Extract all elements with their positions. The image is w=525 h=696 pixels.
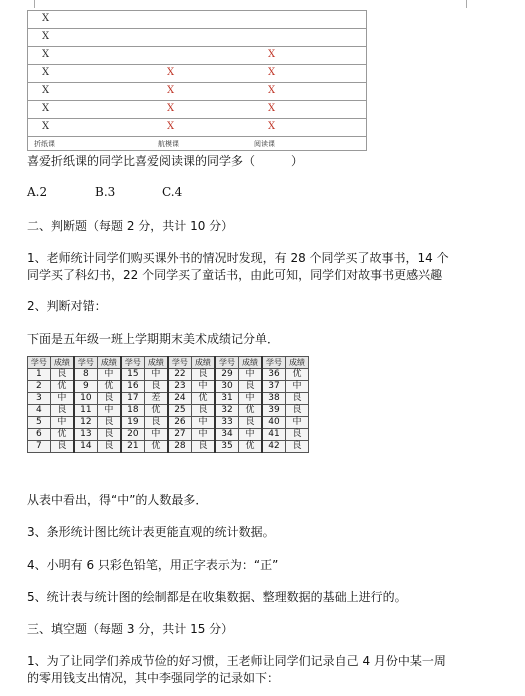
grade-cell: 差 — [144, 393, 168, 405]
tally-row-cell — [28, 47, 367, 65]
fill-q1-line2: 的零用钱支出情况，其中李强同学的记录如下： — [27, 671, 280, 685]
tally-row — [28, 65, 367, 83]
option-a: A.2 — [27, 185, 48, 199]
tally-row-cell — [28, 101, 367, 119]
score-table-row — [28, 429, 309, 441]
score-header-cell: 学号 — [28, 357, 51, 369]
student-number-cell: 9 — [74, 381, 98, 393]
grade-cell: 中 — [191, 429, 215, 441]
judge-q2: 2、判断对错： — [27, 299, 107, 313]
score-table-row — [28, 393, 309, 405]
score-header-cell: 成绩 — [191, 357, 215, 369]
tally-chart — [27, 10, 367, 151]
tally-mark: X — [268, 85, 276, 96]
student-number-cell: 25 — [168, 405, 192, 417]
tally-mark: X — [167, 121, 175, 132]
tally-row — [28, 83, 367, 101]
student-number-cell: 38 — [262, 393, 286, 405]
score-table-row — [28, 381, 309, 393]
question-compare: 喜爱折纸课的同学比喜爱阅读课的同学多（ ） — [27, 154, 304, 168]
student-number-cell: 40 — [262, 417, 286, 429]
score-header-cell: 学号 — [262, 357, 286, 369]
tally-row — [28, 29, 367, 47]
tally-mark: X — [42, 67, 50, 78]
grade-cell: 良 — [286, 405, 309, 417]
student-number-cell: 37 — [262, 381, 286, 393]
student-number-cell: 17 — [121, 393, 145, 405]
grade-cell: 良 — [238, 381, 262, 393]
grade-cell: 中 — [191, 417, 215, 429]
student-number-cell: 5 — [28, 417, 51, 429]
student-number-cell: 34 — [215, 429, 239, 441]
student-number-cell: 16 — [121, 381, 145, 393]
judge-q4: 4、小明有 6 只彩色铅笔，用正字表示为：“正” — [27, 558, 279, 572]
grade-cell: 中 — [97, 405, 121, 417]
grade-cell: 良 — [238, 417, 262, 429]
student-number-cell: 42 — [262, 441, 286, 453]
grade-cell: 优 — [97, 381, 121, 393]
tally-label-row — [28, 137, 367, 151]
student-number-cell: 13 — [74, 429, 98, 441]
grade-cell: 优 — [50, 429, 74, 441]
tally-row — [28, 101, 367, 119]
grade-cell: 优 — [191, 393, 215, 405]
tally-mark: X — [268, 67, 276, 78]
grade-cell: 良 — [144, 381, 168, 393]
tally-row-cell — [28, 83, 367, 101]
corner-mark-right — [466, 0, 479, 8]
tally-row-cell — [28, 11, 367, 29]
score-header-cell: 学号 — [74, 357, 98, 369]
grade-cell: 中 — [286, 381, 309, 393]
grade-cell: 中 — [191, 381, 215, 393]
tally-mark: X — [268, 103, 276, 114]
student-number-cell: 31 — [215, 393, 239, 405]
student-number-cell: 20 — [121, 429, 145, 441]
student-number-cell: 32 — [215, 405, 239, 417]
student-number-cell: 8 — [74, 369, 98, 381]
section-3-title: 三、填空题（每题 3 分，共计 15 分） — [27, 622, 234, 636]
score-header-cell: 成绩 — [238, 357, 262, 369]
option-c: C.4 — [162, 185, 183, 199]
grade-cell: 良 — [191, 369, 215, 381]
student-number-cell: 11 — [74, 405, 98, 417]
tally-mark: X — [167, 67, 175, 78]
grade-cell: 良 — [286, 393, 309, 405]
score-header-cell: 成绩 — [97, 357, 121, 369]
grade-cell: 良 — [50, 441, 74, 453]
grade-cell: 良 — [97, 429, 121, 441]
tally-row — [28, 119, 367, 137]
score-table-row — [28, 417, 309, 429]
option-b: B.3 — [95, 185, 116, 199]
student-number-cell: 4 — [28, 405, 51, 417]
student-number-cell: 30 — [215, 381, 239, 393]
tally-mark: X — [42, 49, 50, 60]
student-number-cell: 14 — [74, 441, 98, 453]
score-table-row — [28, 369, 309, 381]
grade-cell: 优 — [50, 381, 74, 393]
score-header-cell: 成绩 — [286, 357, 309, 369]
score-header-cell: 学号 — [215, 357, 239, 369]
tally-mark: X — [167, 103, 175, 114]
tally-category-label: 航模课 — [158, 140, 179, 148]
student-number-cell: 24 — [168, 393, 192, 405]
tally-row — [28, 47, 367, 65]
grade-cell: 优 — [238, 441, 262, 453]
grade-cell: 良 — [50, 405, 74, 417]
grade-cell: 中 — [144, 429, 168, 441]
student-number-cell: 33 — [215, 417, 239, 429]
grade-cell: 中 — [50, 393, 74, 405]
judge-q5: 5、统计表与统计图的绘制都是在收集数据、整理数据的基础上进行的。 — [27, 590, 407, 604]
student-number-cell: 41 — [262, 429, 286, 441]
student-number-cell: 15 — [121, 369, 145, 381]
student-number-cell: 1 — [28, 369, 51, 381]
grade-cell: 中 — [238, 393, 262, 405]
student-number-cell: 29 — [215, 369, 239, 381]
student-number-cell: 27 — [168, 429, 192, 441]
tally-category-label: 阅读课 — [254, 140, 275, 148]
student-number-cell: 28 — [168, 441, 192, 453]
tally-row-cell — [28, 65, 367, 83]
tally-label-cell — [28, 137, 367, 151]
student-number-cell: 19 — [121, 417, 145, 429]
art-score-table — [27, 356, 309, 453]
score-table-row — [28, 441, 309, 453]
grade-cell: 良 — [50, 369, 74, 381]
tally-mark: X — [42, 31, 50, 42]
score-table-row — [28, 405, 309, 417]
grade-cell: 中 — [50, 417, 74, 429]
grade-cell: 良 — [97, 393, 121, 405]
score-header-cell: 成绩 — [144, 357, 168, 369]
student-number-cell: 2 — [28, 381, 51, 393]
tally-mark: X — [42, 103, 50, 114]
tally-mark: X — [42, 121, 50, 132]
score-header-cell: 学号 — [121, 357, 145, 369]
grade-cell: 中 — [97, 369, 121, 381]
grade-cell: 优 — [144, 405, 168, 417]
judge-q2-statement: 从表中看出，得“中”的人数最多． — [27, 493, 208, 507]
tally-category-label: 折纸课 — [34, 140, 55, 148]
student-number-cell: 3 — [28, 393, 51, 405]
score-table-header — [28, 357, 309, 369]
grade-cell: 良 — [97, 441, 121, 453]
tally-row — [28, 11, 367, 29]
tally-mark: X — [42, 85, 50, 96]
student-number-cell: 7 — [28, 441, 51, 453]
grade-cell: 中 — [238, 369, 262, 381]
tally-mark: X — [167, 85, 175, 96]
grade-cell: 良 — [191, 441, 215, 453]
grade-cell: 优 — [286, 369, 309, 381]
student-number-cell: 18 — [121, 405, 145, 417]
score-header-cell: 学号 — [168, 357, 192, 369]
tally-row-cell — [28, 29, 367, 47]
grade-cell: 中 — [286, 417, 309, 429]
grade-cell: 中 — [144, 369, 168, 381]
section-2-title: 二、判断题（每题 2 分，共计 10 分） — [27, 219, 234, 233]
tally-mark: X — [42, 13, 50, 24]
tally-mark: X — [268, 121, 276, 132]
student-number-cell: 22 — [168, 369, 192, 381]
student-number-cell: 36 — [262, 369, 286, 381]
score-header-cell: 成绩 — [50, 357, 74, 369]
judge-q1-line2: 同学买了科幻书，22 个同学买了童话书，由此可知，同学们对故事书更感兴趣 — [27, 268, 443, 282]
corner-mark-left — [22, 0, 35, 8]
grade-cell: 良 — [286, 441, 309, 453]
grade-cell: 良 — [97, 417, 121, 429]
grade-cell: 优 — [238, 405, 262, 417]
judge-q2-intro: 下面是五年级一班上学期期末美术成绩记分单． — [27, 332, 280, 346]
grade-cell: 良 — [191, 405, 215, 417]
judge-q3: 3、条形统计图比统计表更能直观的统计数据。 — [27, 525, 275, 539]
student-number-cell: 12 — [74, 417, 98, 429]
student-number-cell: 26 — [168, 417, 192, 429]
judge-q1-line1: 1、老师统计同学们购买课外书的情况时发现，有 28 个同学买了故事书，14 个 — [27, 251, 449, 265]
tally-row-cell — [28, 119, 367, 137]
tally-mark: X — [268, 49, 276, 60]
grade-cell: 中 — [238, 429, 262, 441]
student-number-cell: 35 — [215, 441, 239, 453]
student-number-cell: 23 — [168, 381, 192, 393]
student-number-cell: 10 — [74, 393, 98, 405]
student-number-cell: 6 — [28, 429, 51, 441]
student-number-cell: 21 — [121, 441, 145, 453]
student-number-cell: 39 — [262, 405, 286, 417]
grade-cell: 良 — [286, 429, 309, 441]
grade-cell: 良 — [144, 417, 168, 429]
grade-cell: 优 — [144, 441, 168, 453]
fill-q1-line1: 1、为了让同学们养成节俭的好习惯，王老师让同学们记录自己 4 月份中某一周 — [27, 654, 446, 668]
